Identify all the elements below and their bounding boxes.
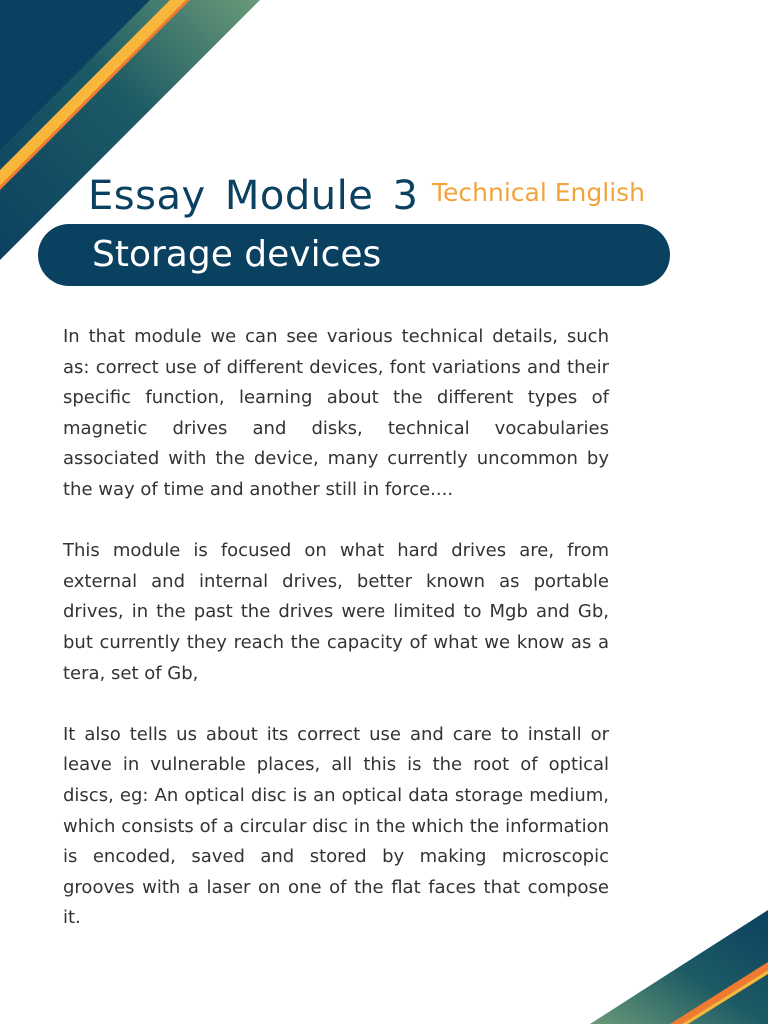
page-title: Storage devices — [92, 234, 382, 275]
paragraph-3: It also tells us about its correct use and care to install or leave in vulnerable places, all this is the root of optical discs, eg: An optical disc is an optical data storage medium, which consists of a circular disc in the which the information is encoded, saved and stored by making microscopic grooves with a laser on one of the flat faces that compose it. — [63, 723, 609, 929]
essay-title: Essay Module 3 — [88, 173, 419, 219]
title-banner — [38, 224, 670, 286]
paragraph-1: In that module we can see various technical details, such as: correct use of different devices, font variations and their specific function, learning about the different types of magnetic drives and disks, technical vocabularies associated with the device, many currently uncommon by the way of time and another still in force.... — [63, 326, 609, 500]
essay-body — [63, 322, 609, 934]
corner-decoration-top-left — [0, 0, 262, 262]
subject-label: Technical English — [432, 178, 646, 207]
paragraph-2: This module is focused on what hard drives are, from external and internal drives, better known as portable drives, in the past the drives were limited to Mgb and Gb, but currently they reach the capacity of what we know as a tera, set of Gb, — [63, 540, 609, 684]
corner-decoration-bottom-right — [590, 910, 768, 1024]
